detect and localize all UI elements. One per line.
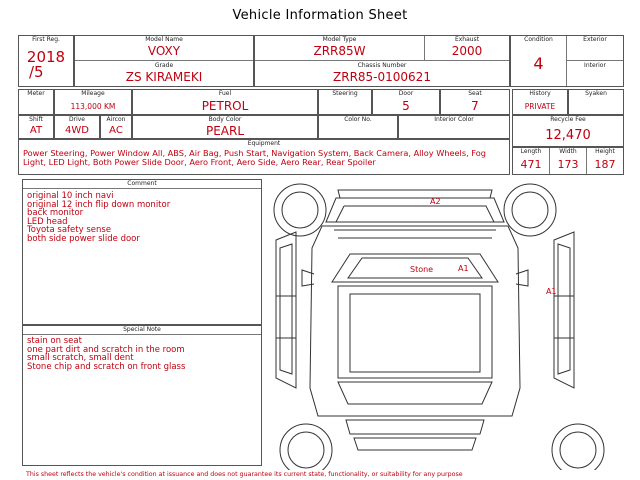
comment-line: original 12 inch flip down monitor: [27, 199, 171, 210]
condition-cell: [510, 35, 624, 87]
page-title: Vehicle Information Sheet: [232, 8, 408, 23]
chassis-number-value: ZRR85-0100621: [333, 70, 431, 84]
color-no-cell: [318, 115, 398, 139]
body-color-value: PEARL: [205, 124, 245, 138]
fuel-cell: [132, 89, 318, 115]
door-label: Door: [398, 90, 414, 97]
comment-line: original 10 inch navi: [27, 191, 114, 201]
recycle-fee-value: 12,470: [545, 128, 591, 143]
chassis-number-label: Chassis Number: [357, 62, 407, 69]
shift-value: AT: [29, 125, 43, 136]
equipment-text: Power Steering, Power Window All, ABS, Air Bag, Push Start, Navigation System, Back Camera, Alloy Wheels, Fog Light, LED Light, Both Power Slide Door, Aero Front, Aero Side, Aero Rear, Rear Spoiler: [23, 148, 486, 167]
seat-value: 7: [471, 99, 479, 113]
comment-list: [27, 192, 170, 244]
seat-label: Seat: [468, 90, 482, 97]
grade-label: Grade: [154, 62, 174, 69]
mileage-value: 113,000 KM: [70, 102, 116, 111]
body-color-cell: [132, 115, 318, 139]
color-no-label: Color No.: [344, 116, 372, 123]
recycle-fee-label: Recycle Fee: [550, 116, 586, 123]
drive-cell: [54, 115, 100, 139]
meter-cell: [18, 89, 54, 115]
drive-value: 4WD: [65, 125, 89, 136]
aircon-value: AC: [109, 125, 123, 136]
condition-label: Condition: [524, 36, 553, 43]
syaken-cell: [568, 89, 624, 115]
damage-mark-a1: A1: [458, 264, 469, 273]
first-reg-year: 2018: [26, 48, 66, 66]
model-name-cell: [74, 35, 254, 87]
length-value: 471: [520, 158, 542, 171]
model-name-label: Model Name: [145, 36, 183, 43]
height-label: Height: [595, 148, 615, 155]
car-damage-diagram: [268, 178, 624, 470]
mileage-cell: [54, 89, 132, 115]
width-label: Width: [559, 148, 577, 155]
comment-line: back monitor: [27, 208, 84, 219]
first-reg-label: First Reg.: [32, 36, 60, 43]
special-note-label: Special Note: [123, 326, 161, 333]
history-cell: [512, 89, 568, 115]
aircon-label: Aircon: [106, 116, 126, 123]
footer-disclaimer: This sheet reflects the vehicle's condition at issuance and does not guarantee its current state, functionality, or suitability for any purpose: [26, 471, 463, 478]
history-value: PRIVATE: [524, 102, 556, 111]
length-label: Length: [520, 148, 542, 155]
equipment-cell: [18, 139, 510, 175]
special-note-line: stain on seat: [27, 336, 82, 346]
damage-mark-stone: Stone: [410, 265, 434, 274]
interior-color-cell: [398, 115, 510, 139]
height-value: 187: [594, 158, 616, 171]
aircon-cell: [100, 115, 132, 139]
width-value: 173: [557, 158, 579, 171]
steering-cell: [318, 89, 372, 115]
drive-label: Drive: [69, 116, 85, 123]
condition-value: 4: [533, 54, 544, 73]
grade-value: ZS KIRAMEKI: [125, 70, 203, 84]
body-color-label: Body Color: [208, 116, 242, 123]
model-type-label: Model Type: [322, 36, 357, 43]
special-note-line: Stone chip and scratch on front glass: [27, 361, 186, 372]
special-note-line: one part dirt and scratch in the room: [27, 344, 185, 355]
door-value: 5: [402, 99, 410, 113]
recycle-fee-cell: [512, 115, 624, 147]
exterior-label: Exterior: [583, 36, 607, 43]
exhaust-label: Exhaust: [454, 36, 480, 43]
door-cell: [372, 89, 440, 115]
comment-line: LED head: [27, 216, 68, 227]
comment-line: both side power slide door: [27, 233, 140, 244]
special-note-list: [27, 337, 185, 371]
exhaust-value: 2000: [451, 44, 483, 58]
seat-cell: [440, 89, 510, 115]
mileage-label: Mileage: [81, 90, 105, 97]
damage-mark-a1-side: A1: [546, 287, 557, 296]
syaken-label: Syaken: [585, 90, 607, 97]
special-note-box: [22, 325, 262, 466]
history-label: History: [529, 90, 551, 97]
equipment-label: Equipment: [247, 140, 281, 147]
first-reg-cell: [18, 35, 74, 87]
first-reg-month: /5: [29, 63, 44, 81]
model-name-value: VOXY: [147, 44, 181, 58]
comment-line: Toyota safety sense: [27, 225, 112, 236]
special-note-line: small scratch, small dent: [27, 353, 134, 364]
damage-mark-a2: A2: [430, 197, 441, 206]
meter-label: Meter: [27, 90, 45, 97]
dimensions-cell: [512, 147, 624, 175]
comment-box: [22, 179, 262, 325]
interior-label: Interior: [584, 62, 606, 69]
comment-label: Comment: [127, 180, 157, 187]
fuel-value: PETROL: [201, 99, 249, 113]
model-type-cell: [254, 35, 510, 87]
fuel-label: Fuel: [218, 90, 232, 97]
shift-cell: [18, 115, 54, 139]
shift-label: Shift: [29, 116, 43, 123]
interior-color-label: Interior Color: [434, 116, 474, 123]
steering-label: Steering: [332, 90, 358, 97]
model-type-value: ZRR85W: [313, 44, 366, 58]
